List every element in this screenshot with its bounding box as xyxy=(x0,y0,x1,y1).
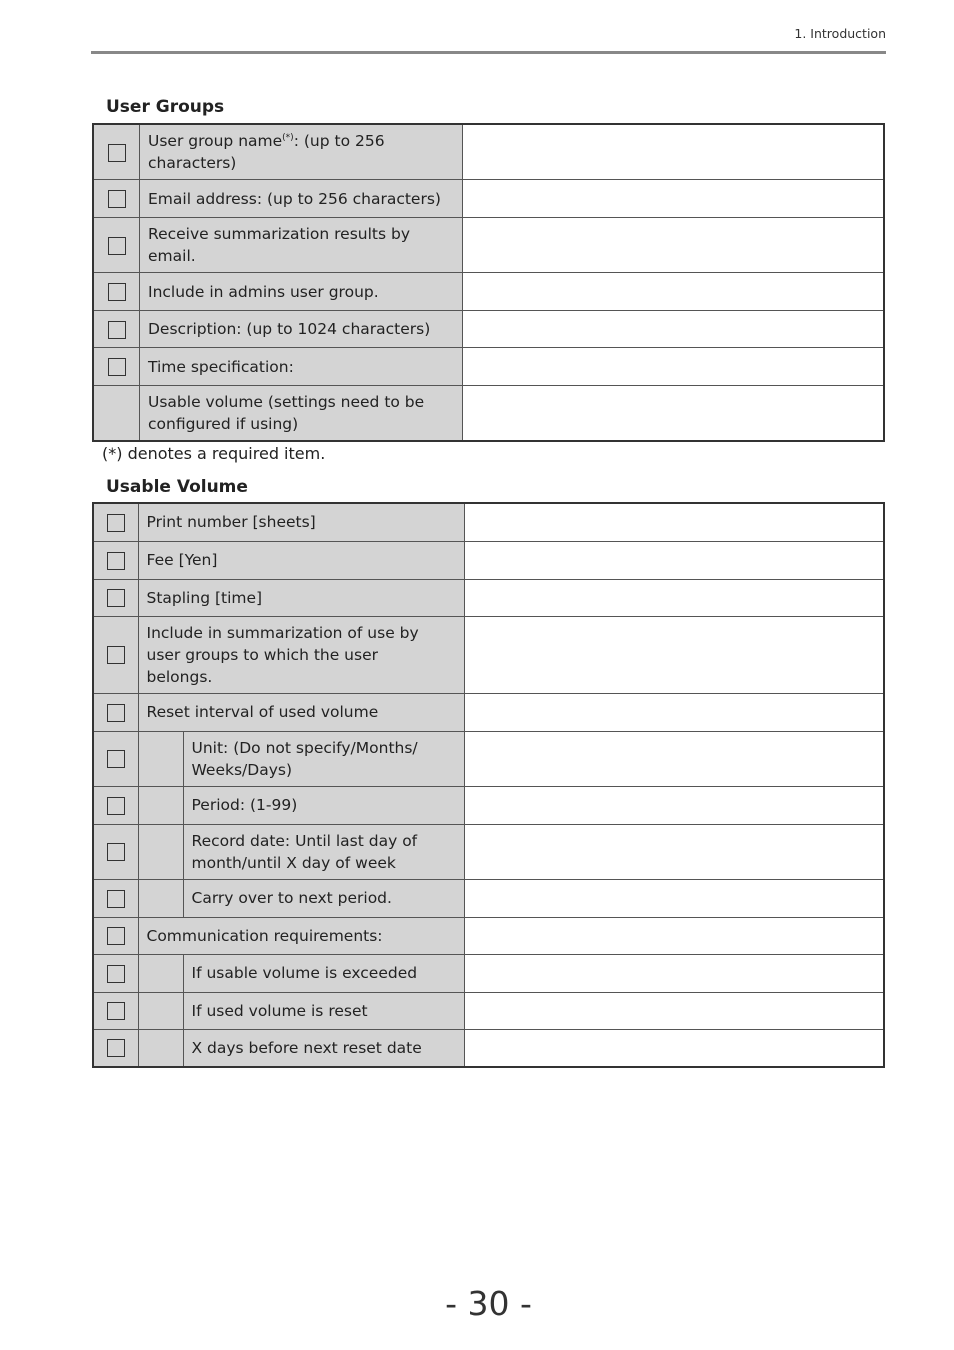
value-field[interactable] xyxy=(464,992,884,1029)
value-field[interactable] xyxy=(464,1029,884,1067)
table-row xyxy=(93,503,884,541)
indent-cell xyxy=(138,786,183,824)
checkbox[interactable] xyxy=(107,704,125,722)
table-row xyxy=(93,348,884,386)
table-row xyxy=(93,731,884,786)
user-groups-table xyxy=(92,123,885,442)
value-field[interactable] xyxy=(464,824,884,879)
table-row xyxy=(93,917,884,954)
value-field[interactable] xyxy=(464,693,884,731)
checkbox[interactable] xyxy=(107,589,125,607)
checkbox[interactable] xyxy=(107,514,125,532)
row-label: Carry over to next period. xyxy=(183,879,464,917)
value-field[interactable] xyxy=(464,541,884,579)
checkbox[interactable] xyxy=(107,843,125,861)
row-label: Communication requirements: xyxy=(138,917,464,954)
row-label: User group name(*): (up to 256 characters) xyxy=(140,124,463,180)
value-field[interactable] xyxy=(464,731,884,786)
row-label: Email address: (up to 256 characters) xyxy=(140,180,463,218)
row-label: Usable volume (settings need to be configured if using) xyxy=(140,386,463,442)
row-label: Receive summarization results by email. xyxy=(140,218,463,273)
chapter-header: 1. Introduction xyxy=(794,26,886,41)
section-title-user-groups: User Groups xyxy=(106,97,225,117)
checkbox[interactable] xyxy=(107,646,125,664)
value-field[interactable] xyxy=(464,616,884,693)
table-row xyxy=(93,273,884,311)
table-row xyxy=(93,693,884,731)
row-label: Include in summarization of use by user groups to which the user belongs. xyxy=(138,616,464,693)
table-row xyxy=(93,218,884,273)
row-label: Print number [sheets] xyxy=(138,503,464,541)
checkbox[interactable] xyxy=(108,358,126,376)
usable-volume-table xyxy=(92,502,885,1068)
page-number: - 30 - xyxy=(445,1284,532,1323)
row-label: Record date: Until last day of month/until X day of week xyxy=(183,824,464,879)
checkbox[interactable] xyxy=(108,237,126,255)
checkbox[interactable] xyxy=(107,965,125,983)
value-field[interactable] xyxy=(463,218,885,273)
value-field[interactable] xyxy=(463,273,885,311)
table-row xyxy=(93,824,884,879)
table-row xyxy=(93,954,884,992)
header-rule xyxy=(91,51,886,54)
table-row xyxy=(93,879,884,917)
row-label: X days before next reset date xyxy=(183,1029,464,1067)
row-label: If usable volume is exceeded xyxy=(183,954,464,992)
table-row xyxy=(93,786,884,824)
table-row xyxy=(93,992,884,1029)
row-label: Stapling [time] xyxy=(138,579,464,616)
table-row xyxy=(93,579,884,616)
checkbox[interactable] xyxy=(107,1002,125,1020)
row-label: Description: (up to 1024 characters) xyxy=(140,311,463,348)
value-field[interactable] xyxy=(464,879,884,917)
row-label: Include in admins user group. xyxy=(140,273,463,311)
row-label: Fee [Yen] xyxy=(138,541,464,579)
checkbox[interactable] xyxy=(107,552,125,570)
table-row xyxy=(93,541,884,579)
indent-cell xyxy=(138,824,183,879)
table-row xyxy=(93,386,884,442)
checkbox[interactable] xyxy=(107,890,125,908)
row-label: Time specification: xyxy=(140,348,463,386)
value-field[interactable] xyxy=(464,503,884,541)
table-row xyxy=(93,1029,884,1067)
value-field[interactable] xyxy=(463,386,885,442)
value-field[interactable] xyxy=(463,124,885,180)
row-label: Period: (1-99) xyxy=(183,786,464,824)
table-row xyxy=(93,616,884,693)
checkbox[interactable] xyxy=(108,283,126,301)
required-note: (*) denotes a required item. xyxy=(102,444,326,463)
value-field[interactable] xyxy=(463,348,885,386)
value-field[interactable] xyxy=(463,180,885,218)
value-field[interactable] xyxy=(464,786,884,824)
section-title-usable-volume: Usable Volume xyxy=(106,477,248,497)
value-field[interactable] xyxy=(464,917,884,954)
checkbox[interactable] xyxy=(108,190,126,208)
row-label: Unit: (Do not specify/Months/ Weeks/Days) xyxy=(183,731,464,786)
indent-cell xyxy=(138,1029,183,1067)
checkbox[interactable] xyxy=(107,1039,125,1057)
indent-cell xyxy=(138,731,183,786)
value-field[interactable] xyxy=(464,954,884,992)
indent-cell xyxy=(138,879,183,917)
checkbox[interactable] xyxy=(107,927,125,945)
value-field[interactable] xyxy=(464,579,884,616)
indent-cell xyxy=(138,992,183,1029)
indent-cell xyxy=(138,954,183,992)
table-row xyxy=(93,124,884,180)
table-row xyxy=(93,311,884,348)
checkbox[interactable] xyxy=(108,321,126,339)
checkbox[interactable] xyxy=(107,750,125,768)
value-field[interactable] xyxy=(463,311,885,348)
row-label: If used volume is reset xyxy=(183,992,464,1029)
table-row xyxy=(93,180,884,218)
checkbox[interactable] xyxy=(108,144,126,162)
checkbox[interactable] xyxy=(107,797,125,815)
row-label: Reset interval of used volume xyxy=(138,693,464,731)
